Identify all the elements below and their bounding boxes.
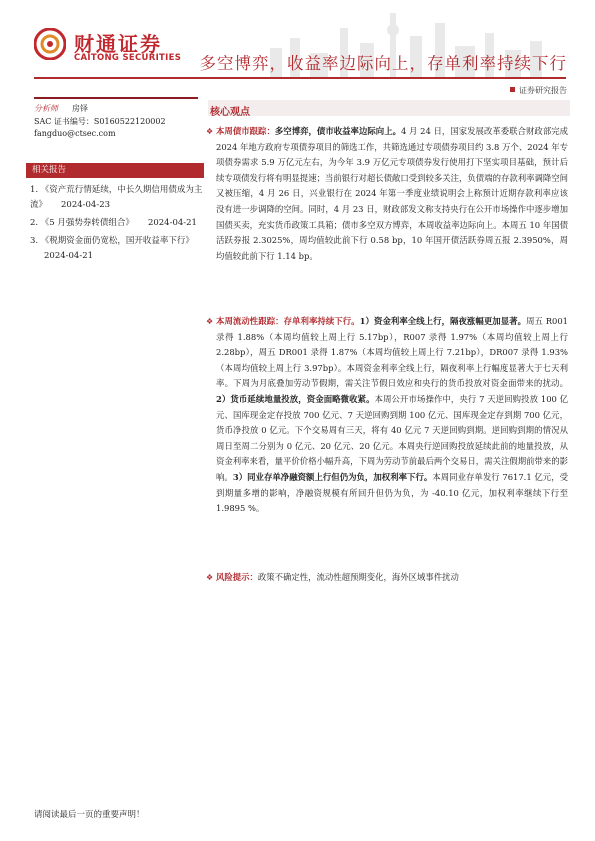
related-report-date: 2024-04-21	[147, 218, 197, 228]
related-report-item[interactable]	[30, 234, 204, 264]
footer-disclaimer: 请阅读最后一页的重要声明！	[34, 810, 145, 820]
related-report-item[interactable]	[30, 183, 204, 213]
header-divider	[34, 77, 566, 79]
analyst-email[interactable]: fangduo@ctsec.com	[34, 129, 116, 138]
related-report-date: 2024-04-23	[61, 200, 111, 210]
core-views-heading-text: 核心观点	[210, 107, 250, 118]
bond-market-text: 4 月 24 日，国家发展改革委联合财政部完成 2024 年地方政府专项债券项目的筛选工作，共筛选通过专项债券项目约 3.8 万个、2024 年专项债券需求 5.9 万亿元左右，为今年 3.9 万亿元专项债券发行使用打下坚实项目基础，预计后续专项债发行将有明显提速；当前银行对超长债敞口受到较多关注，负债端的存款利率调降空间又被压缩，4 月 26 日，兴业银行在 2024 年第一季度业绩说明会上称预计近期存款利率应该没有进一步调降的空间。同时，4 月 23 日，财政部发文称支持央行在公开市场操作中逐步增加国债买卖，充实货币政策工具箱；债市多空双方博弈，本周收益率边际向上。本周五 10 年国债活跃券报 2.3025%，周均值较此前下行 0.58 bp，10 年国开债活跃券周五报 2.3950%，周均值较此前下行 1.14 bp。	[216, 126, 569, 261]
liquidity-point-1-title: 1）资金利率全线上行，隔夜涨幅更加显著。	[359, 316, 527, 326]
bond-market-lead: 本周债市跟踪：	[216, 126, 275, 136]
analyst-role: 分析师	[34, 104, 58, 113]
related-report-item[interactable]	[30, 216, 204, 231]
analyst-info	[34, 97, 198, 141]
liquidity-point-2-title: 2）货币延续地量投放，资金面略微收紧。	[216, 393, 375, 404]
risk-warning-paragraph	[206, 570, 568, 586]
diamond-bullet-icon: ❖	[206, 127, 214, 136]
report-title: 多空博弈，收益率边际向上，存单利率持续下行	[199, 54, 567, 73]
liquidity-point-1-text: 周五 R001 录得 1.88%（本周均值较上周上行 5.17bp），R007 录得 1.97%（本周均值较上周上行 2.28bp），周五 DR001 录得 1.87%（本周均值较上周上行 7.21bp），DR007 录得 1.93%（本周均值较上周上行 3.97bp）。本周资金利率全线上行，隔夜利率上行幅度显著大于七天利率。下周为月底叠加劳动节假期，需关注节假日效应和央行的货币投放对资金面带来的扰动。	[216, 316, 569, 389]
liquidity-lead: 本周流动性跟踪：存单利率持续下行。	[216, 316, 360, 326]
analyst-divider	[34, 97, 198, 99]
logo-english-name: CAITONG SECURITIES	[74, 53, 182, 63]
analyst-name-line	[34, 103, 198, 116]
related-reports-list	[26, 183, 204, 264]
liquidity-point-2-text: 本周公开市场操作中，央行 7 天逆回购投放 100 亿元、国库现金定存投放 700 亿元、7 天逆回购到期 100 亿元、国库现金定存到期 700 亿元，货币净投放 0 亿元。下个交易周有三天，将有 40 亿元 7 天逆回购到期。逆回购到期的情况从周日至周二分别为 0 亿元、20 亿元、20 亿元。本周央行逆回购投放延续此前的地量投放，从资金利率来看，量平价价格小幅升高，下周为劳动节前最后两个交易日，需关注假期前带来的影响。	[216, 393, 569, 482]
report-type-text: 证券研究报告	[519, 86, 567, 95]
related-reports-heading: 相关报告	[26, 163, 204, 178]
liquidity-paragraph	[206, 314, 569, 517]
liquidity-point-3-text: 本周同业存单发行 7617.1 亿元，受到期量多增的影响，净融资规模有所回升但仍为负，为 -40.10 亿元，加权利率继续下行至 1.9895 %。	[216, 471, 569, 514]
related-report-title: 3. 《税期资金面仍宽松，国开收益率下行》	[30, 236, 194, 246]
report-type-label	[510, 85, 567, 96]
related-report-date: 2024-04-21	[44, 251, 94, 261]
square-bullet-icon	[510, 87, 515, 92]
risk-warning-text: 政策不确定性，流动性超预期变化，海外区域事件扰动	[257, 572, 459, 582]
core-views-heading	[208, 100, 570, 116]
risk-warning-lead: 风险提示：	[216, 572, 258, 582]
diamond-bullet-icon: ❖	[206, 317, 214, 326]
analyst-sac: SAC 证书编号：S0160522120002	[34, 116, 166, 126]
related-report-title: 2. 《5 月强势券转债组合》	[30, 218, 134, 228]
caitong-logo-icon	[34, 28, 66, 60]
liquidity-point-3-title: 3）同业存单净融资额上行但仍为负，加权利率下行。	[232, 471, 433, 482]
bond-market-paragraph	[206, 124, 569, 264]
bond-market-summary: 多空博弈，债市收益率边际向上。	[274, 126, 402, 136]
related-reports	[26, 163, 204, 267]
company-logo	[34, 26, 184, 66]
analyst-name: 房铎	[72, 104, 88, 113]
related-report-title: 1. 《资产荒行情延续，中长久期信用债成为主流》	[30, 185, 203, 210]
logo-chinese-name: 财通证券	[74, 32, 162, 56]
diamond-bullet-icon: ❖	[206, 573, 214, 582]
